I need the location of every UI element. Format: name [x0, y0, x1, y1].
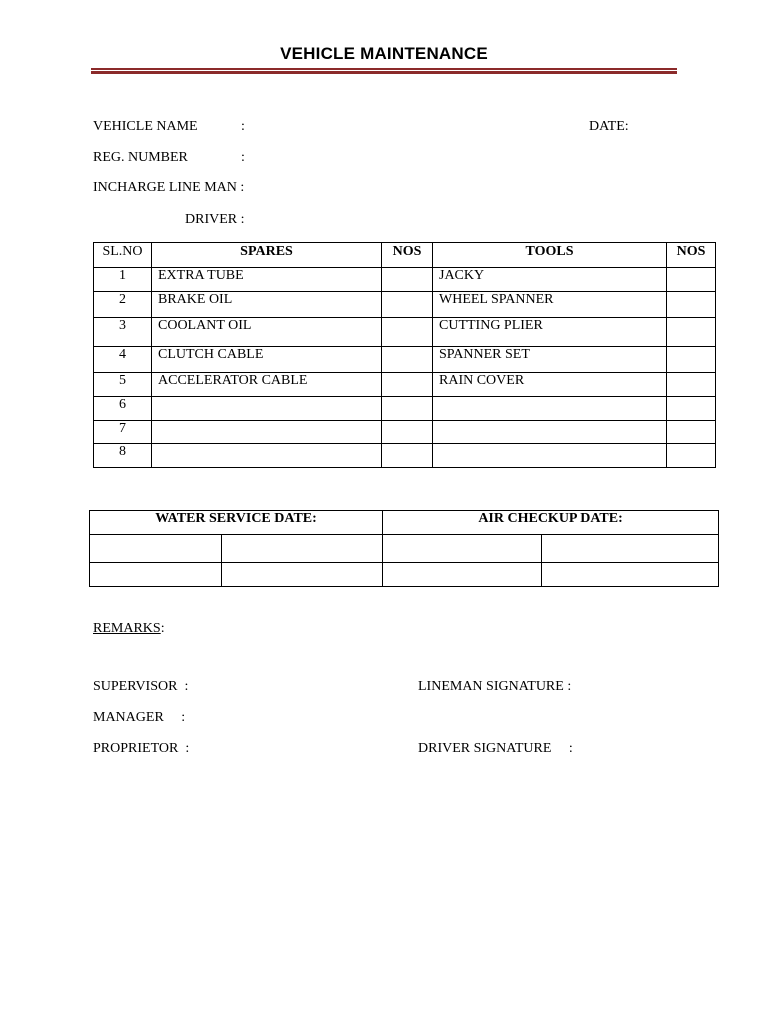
air-checkup-date-header: AIR CHECKUP DATE:: [383, 511, 719, 535]
tool-cell: RAIN COVER: [433, 373, 667, 397]
sl-no-cell: 2: [94, 292, 152, 318]
reg-number-label: REG. NUMBER: [93, 150, 188, 165]
service-cell[interactable]: [90, 563, 222, 587]
spares-tools-table: [93, 242, 716, 468]
service-cell[interactable]: [383, 535, 542, 563]
proprietor-label: PROPRIETOR :: [93, 741, 190, 756]
service-cell[interactable]: [542, 535, 719, 563]
header-tools-nos: NOS: [667, 243, 716, 268]
spare-cell[interactable]: [152, 444, 382, 468]
title-rule-bottom: [91, 71, 677, 74]
service-header-row: [90, 511, 719, 535]
spare-cell: ACCELERATOR CABLE: [152, 373, 382, 397]
service-cell[interactable]: [222, 563, 383, 587]
spare-nos-cell[interactable]: [382, 347, 433, 373]
sl-no-cell: 1: [94, 268, 152, 292]
water-service-date-header: WATER SERVICE DATE:: [90, 511, 383, 535]
tool-cell: JACKY: [433, 268, 667, 292]
header-spares: SPARES: [152, 243, 382, 268]
service-cell[interactable]: [542, 563, 719, 587]
tool-nos-cell[interactable]: [667, 318, 716, 347]
header-spares-nos: NOS: [382, 243, 433, 268]
service-cell[interactable]: [222, 535, 383, 563]
lineman-signature-label: LINEMAN SIGNATURE :: [418, 679, 572, 694]
sl-no-cell: 8: [94, 444, 152, 468]
supervisor-label: SUPERVISOR :: [93, 679, 189, 694]
remarks-label: [93, 621, 165, 637]
service-cell[interactable]: [90, 535, 222, 563]
table-row: [94, 444, 716, 468]
title-rule-top: [91, 68, 677, 70]
header-sl-no: SL.NO: [94, 243, 152, 268]
table-header-row: [94, 243, 716, 268]
spare-nos-cell[interactable]: [382, 318, 433, 347]
tool-nos-cell[interactable]: [667, 444, 716, 468]
table-row: [94, 397, 716, 421]
manager-label: MANAGER :: [93, 710, 186, 725]
spare-cell[interactable]: [152, 421, 382, 444]
driver-label: DRIVER :: [185, 212, 245, 227]
page-title: VEHICLE MAINTENANCE: [280, 44, 488, 63]
remarks-colon: :: [160, 621, 165, 636]
table-row: [94, 347, 716, 373]
header-tools: TOOLS: [433, 243, 667, 268]
spare-nos-cell[interactable]: [382, 292, 433, 318]
tool-nos-cell[interactable]: [667, 397, 716, 421]
driver-signature-label: DRIVER SIGNATURE :: [418, 741, 573, 756]
tool-cell: SPANNER SET: [433, 347, 667, 373]
tool-nos-cell[interactable]: [667, 292, 716, 318]
spare-nos-cell[interactable]: [382, 268, 433, 292]
sl-no-cell: 5: [94, 373, 152, 397]
sl-no-cell: 3: [94, 318, 152, 347]
date-label: DATE:: [589, 119, 629, 134]
table-row: [94, 421, 716, 444]
incharge-line-man-label: INCHARGE LINE MAN :: [93, 180, 245, 195]
table-row: [94, 292, 716, 318]
table-row: [94, 318, 716, 347]
spare-cell: COOLANT OIL: [152, 318, 382, 347]
spare-nos-cell[interactable]: [382, 444, 433, 468]
sl-no-cell: 7: [94, 421, 152, 444]
spare-nos-cell[interactable]: [382, 373, 433, 397]
spare-cell[interactable]: [152, 397, 382, 421]
sl-no-cell: 4: [94, 347, 152, 373]
table-row: [94, 373, 716, 397]
vehicle-name-label: VEHICLE NAME: [93, 119, 198, 134]
tool-cell[interactable]: [433, 444, 667, 468]
spare-cell: EXTRA TUBE: [152, 268, 382, 292]
tool-cell[interactable]: [433, 421, 667, 444]
service-cell[interactable]: [383, 563, 542, 587]
service-row: [90, 563, 719, 587]
spare-cell: BRAKE OIL: [152, 292, 382, 318]
tool-cell[interactable]: [433, 397, 667, 421]
vehicle-name-colon: :: [241, 119, 245, 134]
tool-nos-cell[interactable]: [667, 421, 716, 444]
tool-cell: WHEEL SPANNER: [433, 292, 667, 318]
spare-nos-cell[interactable]: [382, 421, 433, 444]
tool-nos-cell[interactable]: [667, 268, 716, 292]
service-row: [90, 535, 719, 563]
table-row: [94, 268, 716, 292]
sl-no-cell: 6: [94, 397, 152, 421]
service-dates-table: [89, 510, 719, 587]
spare-cell: CLUTCH CABLE: [152, 347, 382, 373]
spare-nos-cell[interactable]: [382, 397, 433, 421]
remarks-text: REMARKS: [93, 621, 161, 636]
tool-nos-cell[interactable]: [667, 373, 716, 397]
tool-nos-cell[interactable]: [667, 347, 716, 373]
tool-cell: CUTTING PLIER: [433, 318, 667, 347]
reg-number-colon: :: [241, 150, 245, 165]
